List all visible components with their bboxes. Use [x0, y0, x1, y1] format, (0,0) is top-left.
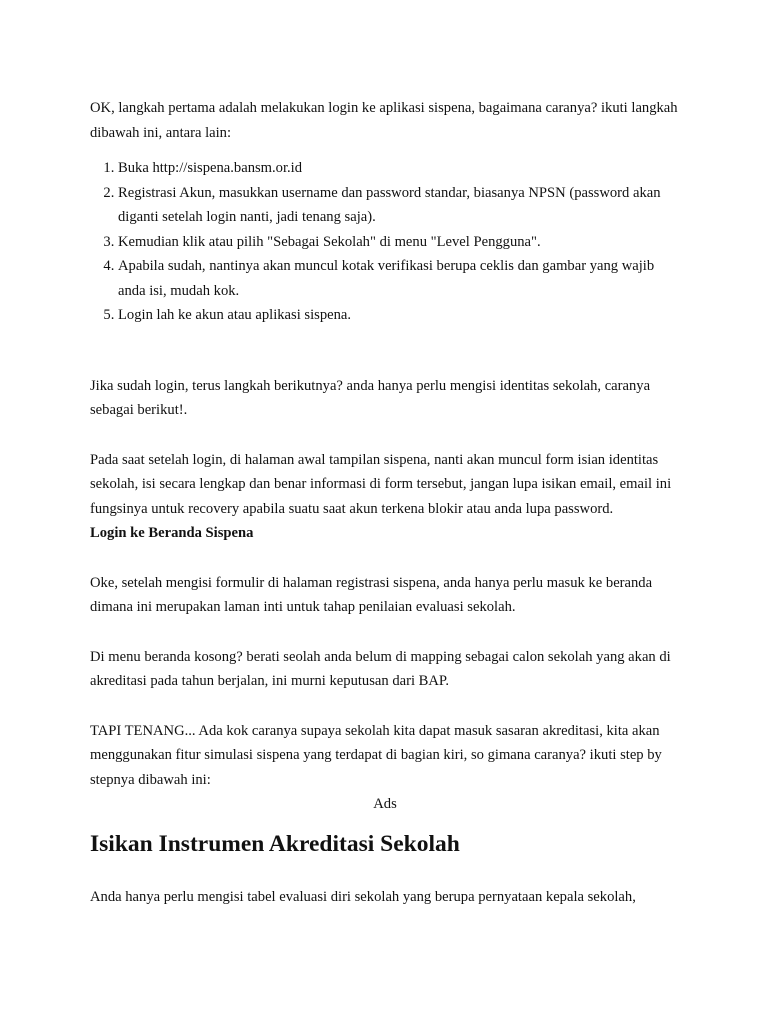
list-item: 3. Kemudian klik atau pilih "Sebagai Sekolah" di menu "Level Pengguna".	[118, 230, 680, 255]
list-item: 2. Registrasi Akun, masukkan username dan password standar, biasanya NPSN (password akan diganti setelah login nanti, jadi tenang saja).	[118, 181, 680, 230]
document-body	[90, 96, 680, 909]
list-item: 1. Buka http://sispena.bansm.or.id	[118, 156, 680, 181]
section-heading: Isikan Instrumen Akreditasi Sekolah	[90, 830, 460, 857]
beranda-kosong-paragraph: Di menu beranda kosong? berati seolah anda belum di mapping sebagai calon sekolah yang akan di akreditasi pada tahun berjalan, ini murni keputusan dari BAP.	[90, 648, 671, 689]
last-paragraph: Anda hanya perlu mengisi tabel evaluasi diri sekolah yang berupa pernyataan kepala sekolah,	[90, 888, 636, 905]
after-login-paragraph: Jika sudah login, terus langkah berikutnya? anda hanya perlu mengisi identitas sekolah, caranya sebagai berikut!.	[90, 377, 651, 418]
tapi-tenang-paragraph: TAPI TENANG... Ada kok caranya supaya sekolah kita dapat masuk sasaran akreditasi, kita akan menggunakan fitur simulasi sispena yang terdapat di bagian kiri, so gimana caranya? ikuti step by stepnya dibawah ini:	[90, 722, 662, 788]
steps-list	[90, 156, 680, 328]
ads-label: Ads	[373, 796, 397, 812]
beranda-paragraph: Oke, setelah mengisi formulir di halaman registrasi sispena, anda hanya perlu masuk ke beranda dimana ini merupakan laman inti untuk tahap penilaian evaluasi sekolah.	[90, 574, 653, 615]
bold-subheading: Login ke Beranda Sispena	[90, 525, 254, 541]
list-item: 5. Login lah ke akun atau aplikasi sispena.	[118, 303, 680, 328]
intro-paragraph: OK, langkah pertama adalah melakukan login ke aplikasi sispena, bagaimana caranya? ikuti langkah dibawah ini, antara lain:	[90, 100, 678, 141]
list-item: 4. Apabila sudah, nantinya akan muncul kotak verifikasi berupa ceklis dan gambar yang wajib anda isi, mudah kok.	[118, 254, 680, 303]
form-paragraph: Pada saat setelah login, di halaman awal tampilan sispena, nanti akan muncul form isian identitas sekolah, isi secara lengkap dan benar informasi di form tersebut, jangan lupa isikan email, email ini fungsinya untuk recovery apabila suatu saat akun terkena blokir atau anda lupa password.	[90, 451, 672, 517]
